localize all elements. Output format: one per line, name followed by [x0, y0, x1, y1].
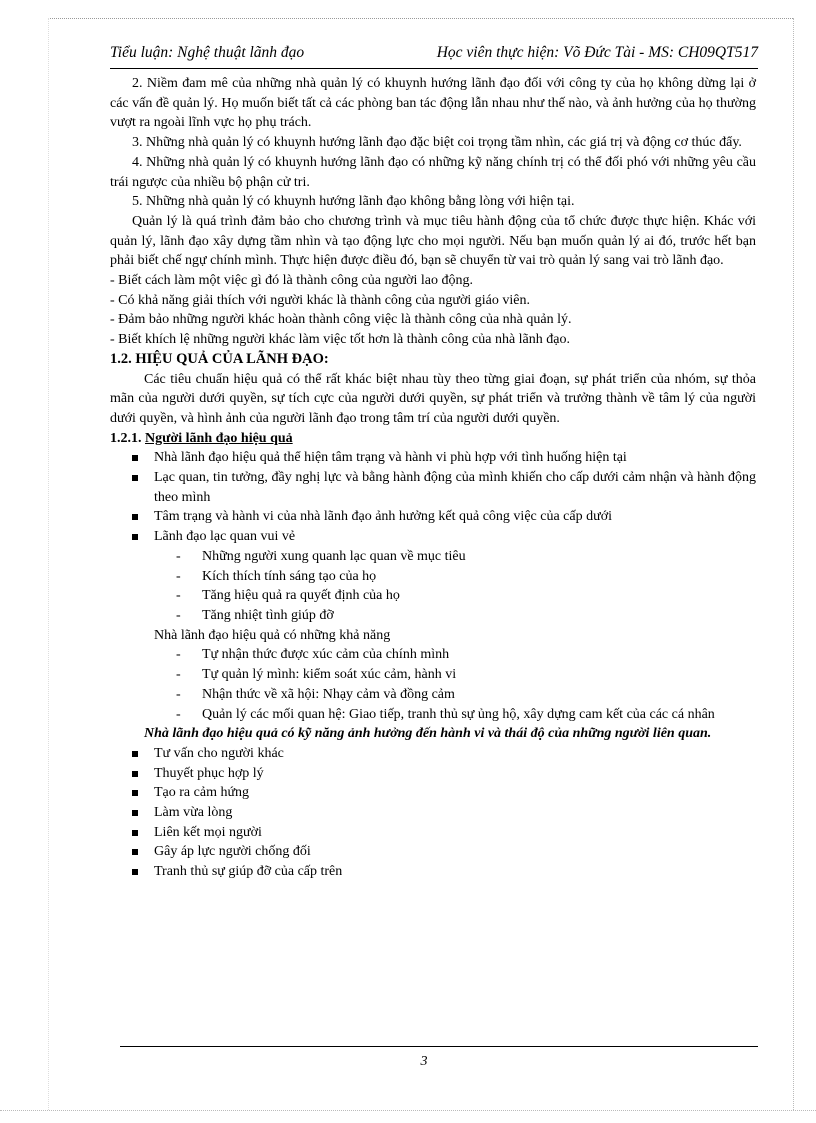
list-item: Thuyết phục hợp lý [110, 764, 756, 784]
page-border-bottom [0, 1110, 816, 1111]
document-body [110, 74, 756, 882]
paragraph-management: Quản lý là quá trình đảm bảo cho chương trình và mục tiêu hành động của tổ chức được thực hiện. Khác với quản lý, lãnh đạo xây dựng tầm nhìn và tạo động lực cho mọi người. Nếu bạn muốn quản lý ai đó, trước hết bạn phải biết chế ngự chính mình. Thực hiện được điều đó, bạn sẽ chuyển từ vai trò quản lý sang vai trò lãnh đạo. [110, 213, 756, 269]
paragraph-3: 3. Những nhà quản lý có khuynh hướng lãnh đạo đặc biệt coi trọng tầm nhìn, các giá trị và động cơ thúc đẩy. [132, 135, 742, 151]
list-item: - Tăng nhiệt tình giúp đỡ [176, 607, 334, 623]
list-item: Tạo ra cảm hứng [110, 783, 756, 803]
paragraph-4: 4. Những nhà quản lý có khuynh hướng lãnh đạo có những kỹ năng chính trị có thể đối phó với những yêu cầu trái ngược của nhiều bộ phận cử tri. [110, 154, 756, 190]
section-paragraph: Các tiêu chuẩn hiệu quả có thể rất khác biệt nhau tùy theo từng giai đoạn, sự phát triển của nhóm, sự thỏa mãn của người dưới quyền, sự tích cực của người dưới quyền, sự phát triển và trưởng thành về tâm lý của người dưới quyền, và hình ảnh của người lãnh đạo trong tâm trí của người dưới quyền. [110, 371, 756, 426]
square-bullet-icon [132, 514, 138, 520]
page-border-left [48, 18, 49, 1110]
page-number: 3 [420, 1054, 428, 1069]
list-item: - Tự nhận thức được xúc cảm của chính mình [176, 647, 450, 663]
list-item: Làm vừa lòng [110, 803, 756, 823]
paragraph-2: 2. Niềm đam mê của những nhà quản lý có khuynh hướng lãnh đạo đối với công ty của họ không dừng lại ở các vấn đề quản lý. Họ muốn biết tất cả các phòng ban tác động lẫn nhau như thế nào, và ảnh hưởng của họ thường vượt ra ngoài lĩnh vực họ phụ trách. [110, 76, 756, 131]
list-item: - Quản lý các mối quan hệ: Giao tiếp, tranh thủ sự ủng hộ, xây dựng cam kết của các cá nhân [176, 706, 715, 722]
list-item: Nhà lãnh đạo hiệu quả thể hiện tâm trạng và hành vi phù hợp với tình huống hiện tại [110, 448, 756, 468]
success-line-2: - Có khả năng giải thích với người khác là thành công của người giáo viên. [110, 292, 530, 308]
bullet-list-effective [110, 448, 756, 547]
square-bullet-icon [132, 790, 138, 796]
section-heading: 1.2. HIỆU QUẢ CỦA LÃNH ĐẠO: [110, 350, 329, 367]
list-item: Gây áp lực người chống đối [110, 842, 756, 862]
list-item: Tranh thủ sự giúp đỡ của cấp trên [110, 862, 756, 882]
success-line-3: - Đảm bảo những người khác hoàn thành công việc là thành công của nhà quản lý. [110, 312, 572, 328]
dash-list-optimism [110, 547, 756, 626]
list-item: Lãnh đạo lạc quan vui vẻ [110, 527, 756, 547]
influence-heading: Nhà lãnh đạo hiệu quả có kỹ năng ảnh hưởng đến hành vi và thái độ của những người liên quan. [144, 726, 712, 742]
page-border-top [48, 18, 793, 19]
list-item: - Tự quản lý mình: kiểm soát xúc cảm, hành vi [176, 667, 457, 683]
square-bullet-icon [132, 771, 138, 777]
square-bullet-icon [132, 869, 138, 875]
header-right: Học viên thực hiện: Võ Đức Tài - MS: CH09QT517 [436, 44, 758, 61]
list-item: Tâm trạng và hành vi của nhà lãnh đạo ảnh hưởng kết quả công việc của cấp dưới [110, 507, 756, 527]
square-bullet-icon [132, 751, 138, 757]
footer-rule [120, 1046, 758, 1047]
bullet-list-influence [110, 744, 756, 882]
abilities-intro: Nhà lãnh đạo hiệu quả có những khả năng [154, 627, 391, 643]
sub-heading-title: Người lãnh đạo hiệu quả [145, 430, 293, 446]
header-rule [110, 68, 758, 69]
square-bullet-icon [132, 810, 138, 816]
page-header [110, 44, 758, 62]
list-item: - Nhận thức về xã hội: Nhạy cảm và đồng cảm [176, 686, 455, 702]
square-bullet-icon [132, 475, 138, 481]
sub-heading [110, 429, 756, 449]
header-left: Tiểu luận: Nghệ thuật lãnh đạo [110, 44, 305, 61]
list-item: Liên kết mọi người [110, 823, 756, 843]
dash-list-abilities [110, 645, 756, 724]
square-bullet-icon [132, 849, 138, 855]
list-item: - Những người xung quanh lạc quan về mục tiêu [176, 548, 466, 564]
list-item: - Kích thích tính sáng tạo của họ [176, 568, 377, 584]
list-item: Tư vấn cho người khác [110, 744, 756, 764]
page-border-right [793, 18, 794, 1110]
list-item: Lạc quan, tin tưởng, đầy nghị lực và bằng hành động của mình khiến cho cấp dưới cảm nhận và hành động theo mình [110, 468, 756, 507]
square-bullet-icon [132, 455, 138, 461]
success-line-4: - Biết khích lệ những người khác làm việc tốt hơn là thành công của nhà lãnh đạo. [110, 332, 570, 348]
sub-heading-number: 1.2.1. [110, 430, 142, 446]
success-line-1: - Biết cách làm một việc gì đó là thành công của người lao động. [110, 273, 473, 289]
square-bullet-icon [132, 534, 138, 540]
paragraph-5: 5. Những nhà quản lý có khuynh hướng lãnh đạo không bằng lòng với hiện tại. [132, 194, 575, 210]
square-bullet-icon [132, 830, 138, 836]
list-item: - Tăng hiệu quả ra quyết định của họ [176, 588, 400, 604]
